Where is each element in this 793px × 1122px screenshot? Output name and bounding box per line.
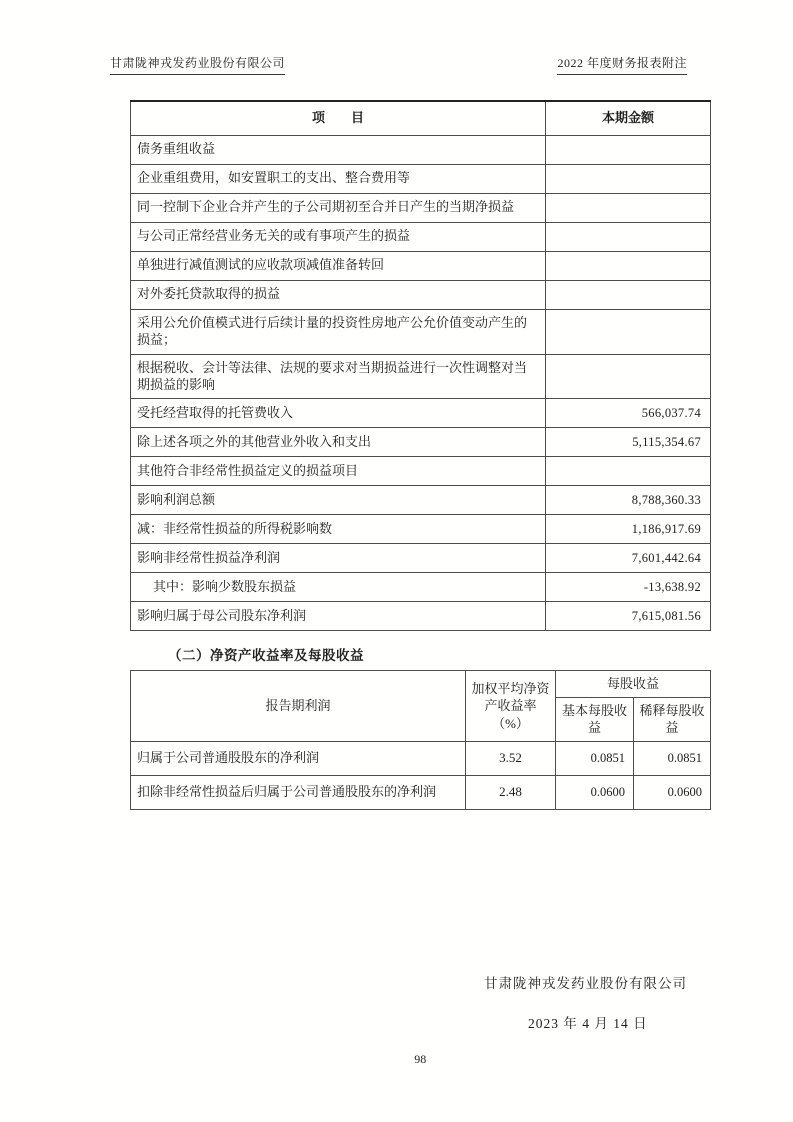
row-label: 其中：影响少数股东损益 [131, 573, 546, 602]
row-roe: 2.48 [466, 775, 556, 809]
table-header-row [131, 101, 711, 135]
row-amount [546, 193, 711, 222]
table-row [131, 280, 711, 309]
row-amount: -13,638.92 [546, 573, 711, 602]
row-label: 归属于公司普通股股东的净利润 [131, 741, 466, 775]
row-diluted-eps: 0.0600 [634, 775, 711, 809]
col-header-diluted-eps: 稀释每股收益 [634, 697, 711, 741]
table-row [131, 515, 711, 544]
row-label: 企业重组费用，如安置职工的支出、整合费用等 [131, 164, 546, 193]
row-basic-eps: 0.0600 [556, 775, 634, 809]
row-label: 债务重组收益 [131, 135, 546, 164]
table-row [131, 602, 711, 631]
row-label: 其他符合非经常性损益定义的损益项目 [131, 457, 546, 486]
row-amount [546, 309, 711, 354]
footer-date: 2023 年 4 月 14 日 [528, 1016, 648, 1031]
table-row [131, 486, 711, 515]
row-roe: 3.52 [466, 741, 556, 775]
row-amount: 5,115,354.67 [546, 428, 711, 457]
col-header-eps-group: 每股收益 [556, 671, 711, 698]
row-amount: 1,186,917.69 [546, 515, 711, 544]
row-basic-eps: 0.0851 [556, 741, 634, 775]
row-label: 受托经营取得的托管费收入 [131, 399, 546, 428]
row-amount [546, 222, 711, 251]
col-header-basic-eps: 基本每股收益 [556, 697, 634, 741]
row-label: 与公司正常经营业务无关的或有事项产生的损益 [131, 222, 546, 251]
table-row [131, 309, 711, 354]
table-row [131, 135, 711, 164]
row-label: 除上述各项之外的其他营业外收入和支出 [131, 428, 546, 457]
row-label: 影响归属于母公司股东净利润 [131, 602, 546, 631]
row-amount [546, 457, 711, 486]
col-header-profit: 报告期利润 [131, 671, 466, 742]
header-report-title: 2022 年度财务报表附注 [557, 54, 687, 75]
row-label: 减：非经常性损益的所得税影响数 [131, 515, 546, 544]
row-label: 根据税收、会计等法律、法规的要求对当期损益进行一次性调整对当期损益的影响 [131, 354, 546, 399]
row-amount: 7,601,442.64 [546, 544, 711, 573]
page-number: 98 [414, 1052, 427, 1066]
row-label: 影响非经常性损益净利润 [131, 544, 546, 573]
row-label: 对外委托贷款取得的损益 [131, 280, 546, 309]
row-label: 影响利润总额 [131, 486, 546, 515]
table-row [131, 193, 711, 222]
row-label: 扣除非经常性损益后归属于公司普通股股东的净利润 [131, 775, 466, 809]
non-recurring-items-table [130, 100, 711, 631]
table-header-row [131, 671, 711, 698]
table-row [131, 251, 711, 280]
document-header [110, 54, 687, 75]
col-header-amount: 本期金额 [546, 101, 711, 135]
row-amount [546, 354, 711, 399]
table-row [131, 428, 711, 457]
row-amount: 8,788,360.33 [546, 486, 711, 515]
row-label: 同一控制下企业合并产生的子公司期初至合并日产生的当期净损益 [131, 193, 546, 222]
table-row [131, 775, 711, 809]
row-amount [546, 135, 711, 164]
table-row [131, 573, 711, 602]
row-amount: 566,037.74 [546, 399, 711, 428]
row-amount [546, 251, 711, 280]
eps-table [130, 670, 711, 810]
row-label: 采用公允价值模式进行后续计量的投资性房地产公允价值变动产生的损益； [131, 309, 546, 354]
row-amount [546, 280, 711, 309]
table-row [131, 399, 711, 428]
row-diluted-eps: 0.0851 [634, 741, 711, 775]
table-row [131, 222, 711, 251]
table-row [131, 354, 711, 399]
footer-company: 甘肃陇神戎发药业股份有限公司 [484, 976, 687, 991]
row-amount: 7,615,081.56 [546, 602, 711, 631]
table-row [131, 544, 711, 573]
section-title: （二）净资产收益率及每股收益 [168, 648, 364, 663]
col-header-roe: 加权平均净资产收益率（%） [466, 671, 556, 742]
table-row [131, 164, 711, 193]
row-label: 单独进行减值测试的应收款项减值准备转回 [131, 251, 546, 280]
table-row [131, 741, 711, 775]
table-row [131, 457, 711, 486]
header-company: 甘肃陇神戎发药业股份有限公司 [110, 54, 285, 75]
col-header-item: 项 目 [131, 101, 546, 135]
row-amount [546, 164, 711, 193]
